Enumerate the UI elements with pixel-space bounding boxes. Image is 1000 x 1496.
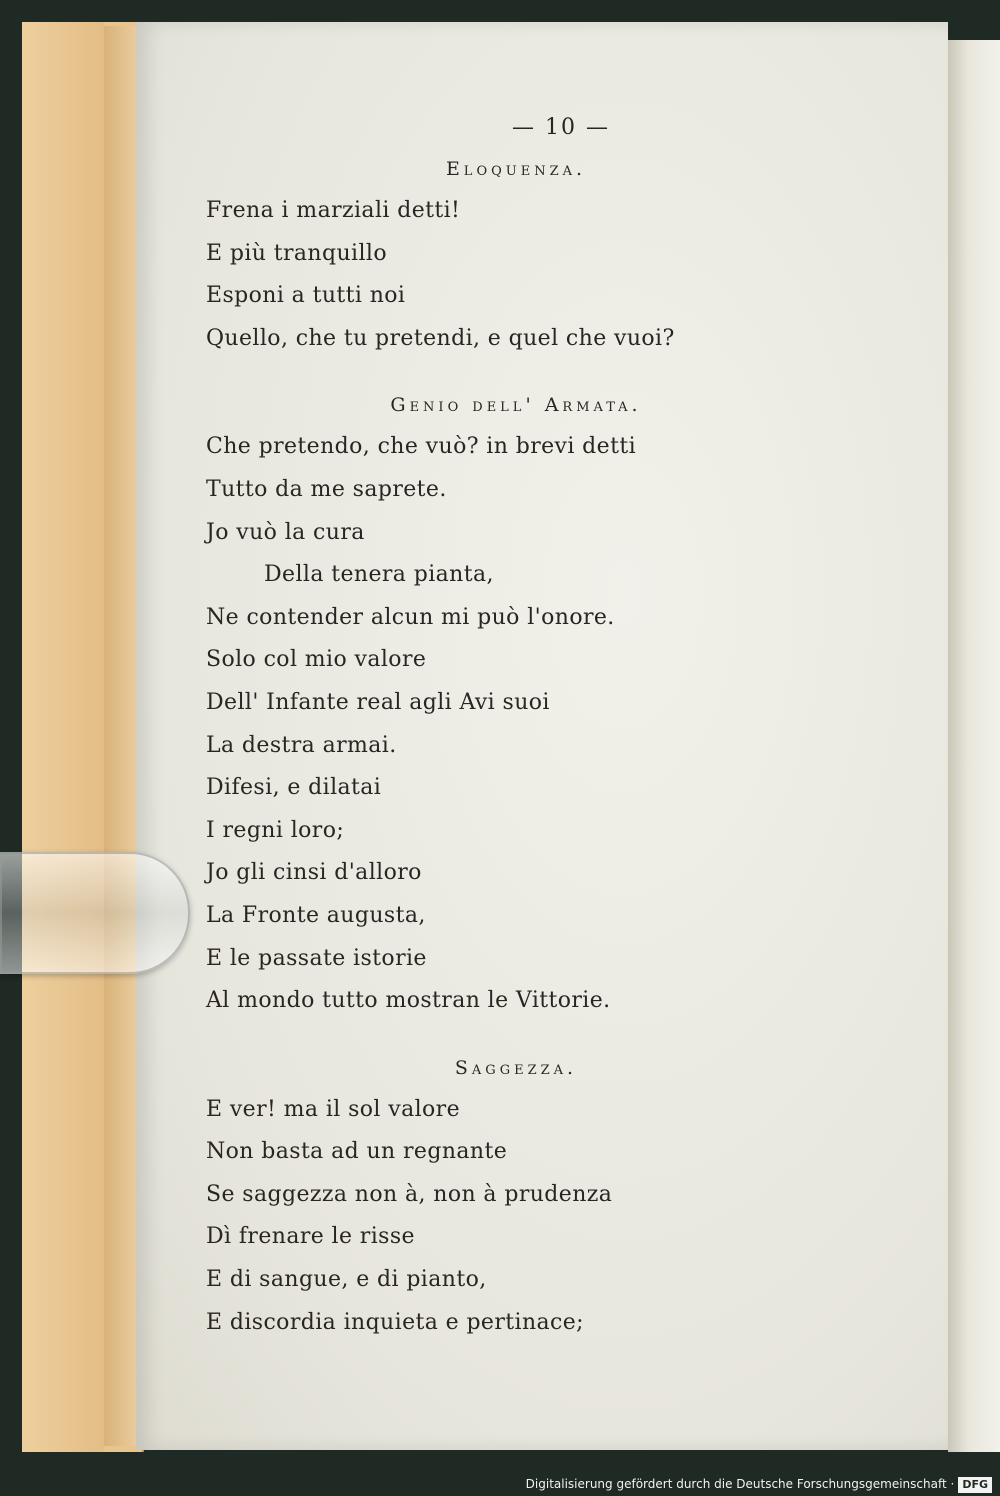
- verse-line: Se saggezza non à, non à prudenza: [206, 1181, 613, 1207]
- page-text: [206, 108, 826, 1344]
- verse-line: E di sangue, e di pianto,: [206, 1267, 487, 1293]
- dfg-logo: DFG: [958, 1477, 992, 1493]
- credit-text: Digitalisierung gefördert durch die Deutsche Forschungsgemeinschaft ·: [525, 1477, 955, 1491]
- verse-line: La Fronte augusta,: [206, 902, 426, 928]
- speaker-heading: Eloquenza.: [445, 158, 587, 180]
- verse-line: La destra armai.: [206, 732, 397, 758]
- verse-line: Della tenera pianta,: [264, 562, 494, 588]
- verse-line: Tutto da me saprete.: [206, 476, 447, 502]
- facing-page-edge: [948, 40, 1000, 1452]
- speaker-heading: Saggezza.: [454, 1056, 578, 1079]
- verse-line: Al mondo tutto mostran le Vittorie.: [206, 988, 611, 1014]
- verse-line: E ver! ma il sol valore: [206, 1096, 461, 1122]
- page-clip: [0, 852, 190, 974]
- verse-line: Frena i marziali detti!: [206, 198, 461, 223]
- verse-line: E discordia inquieta e pertinace;: [206, 1309, 584, 1335]
- speaker-heading: Genio dell' Armata.: [390, 394, 642, 417]
- verse-line: Ne contender alcun mi può l'onore.: [206, 604, 615, 630]
- verse-line: Jo vuò la cura: [206, 519, 365, 545]
- verse-line: Esponi a tutti noi: [206, 283, 406, 309]
- digitization-credit: [0, 1472, 1000, 1496]
- verse-line: E più tranquillo: [206, 240, 387, 266]
- page-number: — 10 —: [512, 115, 610, 140]
- verse-line: Solo col mio valore: [206, 647, 427, 673]
- verse-line: Quello, che tu pretendi, e quel che vuoi?: [206, 325, 675, 351]
- verse-line: E le passate istorie: [206, 945, 427, 971]
- verse-line: Che pretendo, che vuò? in brevi detti: [206, 434, 637, 460]
- verse-line: Jo gli cinsi d'alloro: [206, 860, 422, 886]
- verse-line: Dì frenare le risse: [206, 1224, 415, 1250]
- verse-line: Difesi, e dilatai: [206, 775, 382, 801]
- verse-line: Dell' Infante real agli Avi suoi: [206, 689, 550, 715]
- verse-line: Non basta ad un regnante: [206, 1139, 508, 1165]
- verse-line: I regni loro;: [206, 817, 345, 843]
